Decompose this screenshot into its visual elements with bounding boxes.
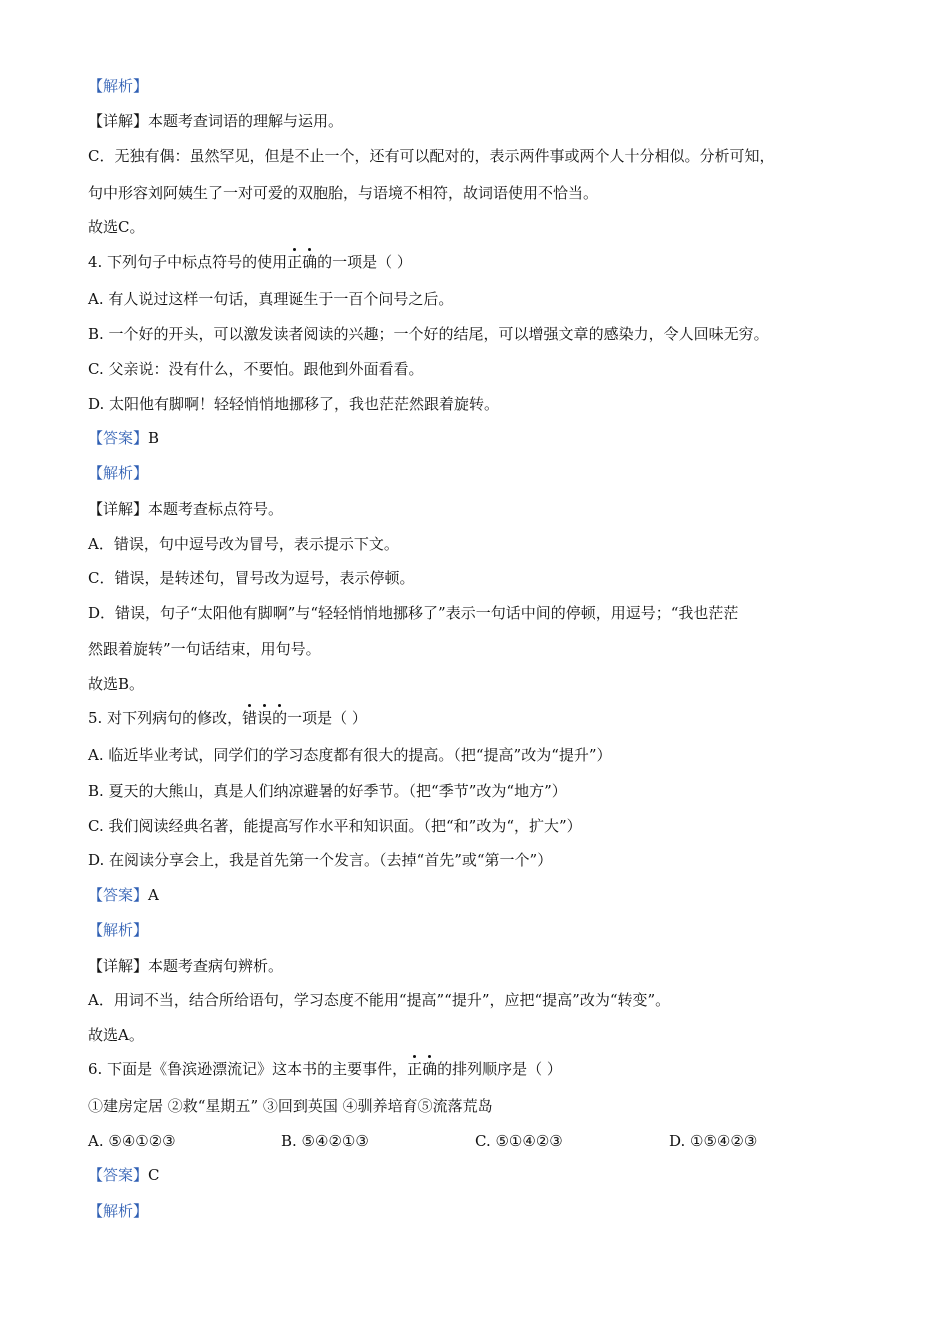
option-b: B. 一个好的开头，可以激发读者阅读的兴趣；一个好的结尾，可以增强文章的感染力，令人回味无穷。 [88,325,769,343]
explanation-line: 然跟着旋转”一句话结束，用句号。 [88,640,321,658]
answer-line [88,1165,160,1185]
emphasis-char: 确 [302,253,318,271]
answer-line [88,428,159,448]
detail-line [88,111,343,131]
detail-tag: 【详解】 [88,112,149,130]
question-text: 5. 对下列病句的修改， [88,709,243,727]
option-b: B. 夏天的大熊山，真是人们纳凉避暑的好季节。（把“季节”改为“地方”） [88,782,567,800]
explanation-line: 句中形容刘阿姨生了一对可爱的双胞胎，与语境不相符，故词语使用不恰当。 [88,184,599,202]
detail-tag: 【详解】 [88,957,149,975]
analysis-tag: 【解析】 [88,464,149,482]
option-a: A. ⑤④①②③ [88,1132,176,1150]
choice-line: 故选A。 [88,1026,144,1044]
question-text: 4. 下列句子中标点符号的使用 [88,253,288,271]
explanation-line: D．错误，句子“太阳他有脚啊”与“轻轻悄悄地挪移了”表示一句话中间的停顿，用逗号；“我也茫茫 [88,604,739,622]
answer-value: A [148,886,159,904]
explanation-line: A．用词不当，结合所给语句，学习态度不能用“提高”“提升”，应把“提高”改为“转变”。 [88,991,671,1009]
option-c: C. 父亲说：没有什么，不要怕。跟他到外面看看。 [88,360,424,378]
option-a: A. 有人说过这样一句话，真理诞生于一百个问号之后。 [88,290,454,308]
question-6-stem [88,1059,562,1079]
answer-tag: 【答案】 [88,429,149,447]
answer-tag: 【答案】 [88,1166,149,1184]
choice-line: 故选C。 [88,218,145,236]
emphasis-char: 正 [407,1060,423,1078]
question-5-stem [88,708,367,728]
question-4-stem [88,252,412,272]
analysis-tag: 【解析】 [88,77,149,95]
explanation-line: A．错误，句中逗号改为冒号，表示提示下文。 [88,535,399,553]
explanation-line: C．无独有偶：虽然罕见，但是不止一个，还有可以配对的，表示两件事或两个人十分相似。分析可知， [88,147,775,165]
detail-line [88,956,283,976]
detail-tag: 【详解】 [88,500,149,518]
detail-text: 本题考查病句辨析。 [148,957,284,975]
answer-tag: 【答案】 [88,886,149,904]
question-text: 的排列顺序是（ ） [437,1060,562,1078]
question-text: 一项是（ ） [287,709,367,727]
event-list: ①建房定居 ②救“星期五” ③回到英国 ④驯养培育⑤流落荒岛 [88,1097,493,1115]
emphasis-char: 的 [272,709,288,727]
option-d: D. 太阳他有脚啊！轻轻悄悄地挪移了，我也茫茫然跟着旋转。 [88,395,500,413]
option-b: B. ⑤④②①③ [281,1132,369,1150]
explanation-line: C．错误，是转述句，冒号改为逗号，表示停顿。 [88,569,415,587]
option-a: A. 临近毕业考试，同学们的学习态度都有很大的提高。（把“提高”改为“提升”） [88,746,612,764]
question-text: 6. 下面是《鲁滨逊漂流记》这本书的主要事件， [88,1060,408,1078]
choice-line: 故选B。 [88,675,145,693]
option-d: D. ①⑤④②③ [669,1132,758,1150]
answer-value: C [148,1166,160,1184]
detail-text: 本题考查标点符号。 [148,500,284,518]
emphasis-char: 正 [287,253,303,271]
option-d: D. 在阅读分享会上，我是首先第一个发言。（去掉“首先”或“第一个”） [88,851,553,869]
question-text: 的一项是（ ） [317,253,412,271]
answer-value: B [148,429,160,447]
detail-line [88,499,283,519]
answer-line [88,885,159,905]
option-c: C. ⑤①④②③ [475,1132,563,1150]
analysis-tag: 【解析】 [88,1202,149,1220]
option-c: C. 我们阅读经典名著，能提高写作水平和知识面。（把“和”改为“，扩大”） [88,817,582,835]
detail-text: 本题考查词语的理解与运用。 [148,112,344,130]
analysis-tag: 【解析】 [88,921,149,939]
emphasis-char: 错 [242,709,258,727]
emphasis-char: 误 [257,709,273,727]
emphasis-char: 确 [422,1060,438,1078]
